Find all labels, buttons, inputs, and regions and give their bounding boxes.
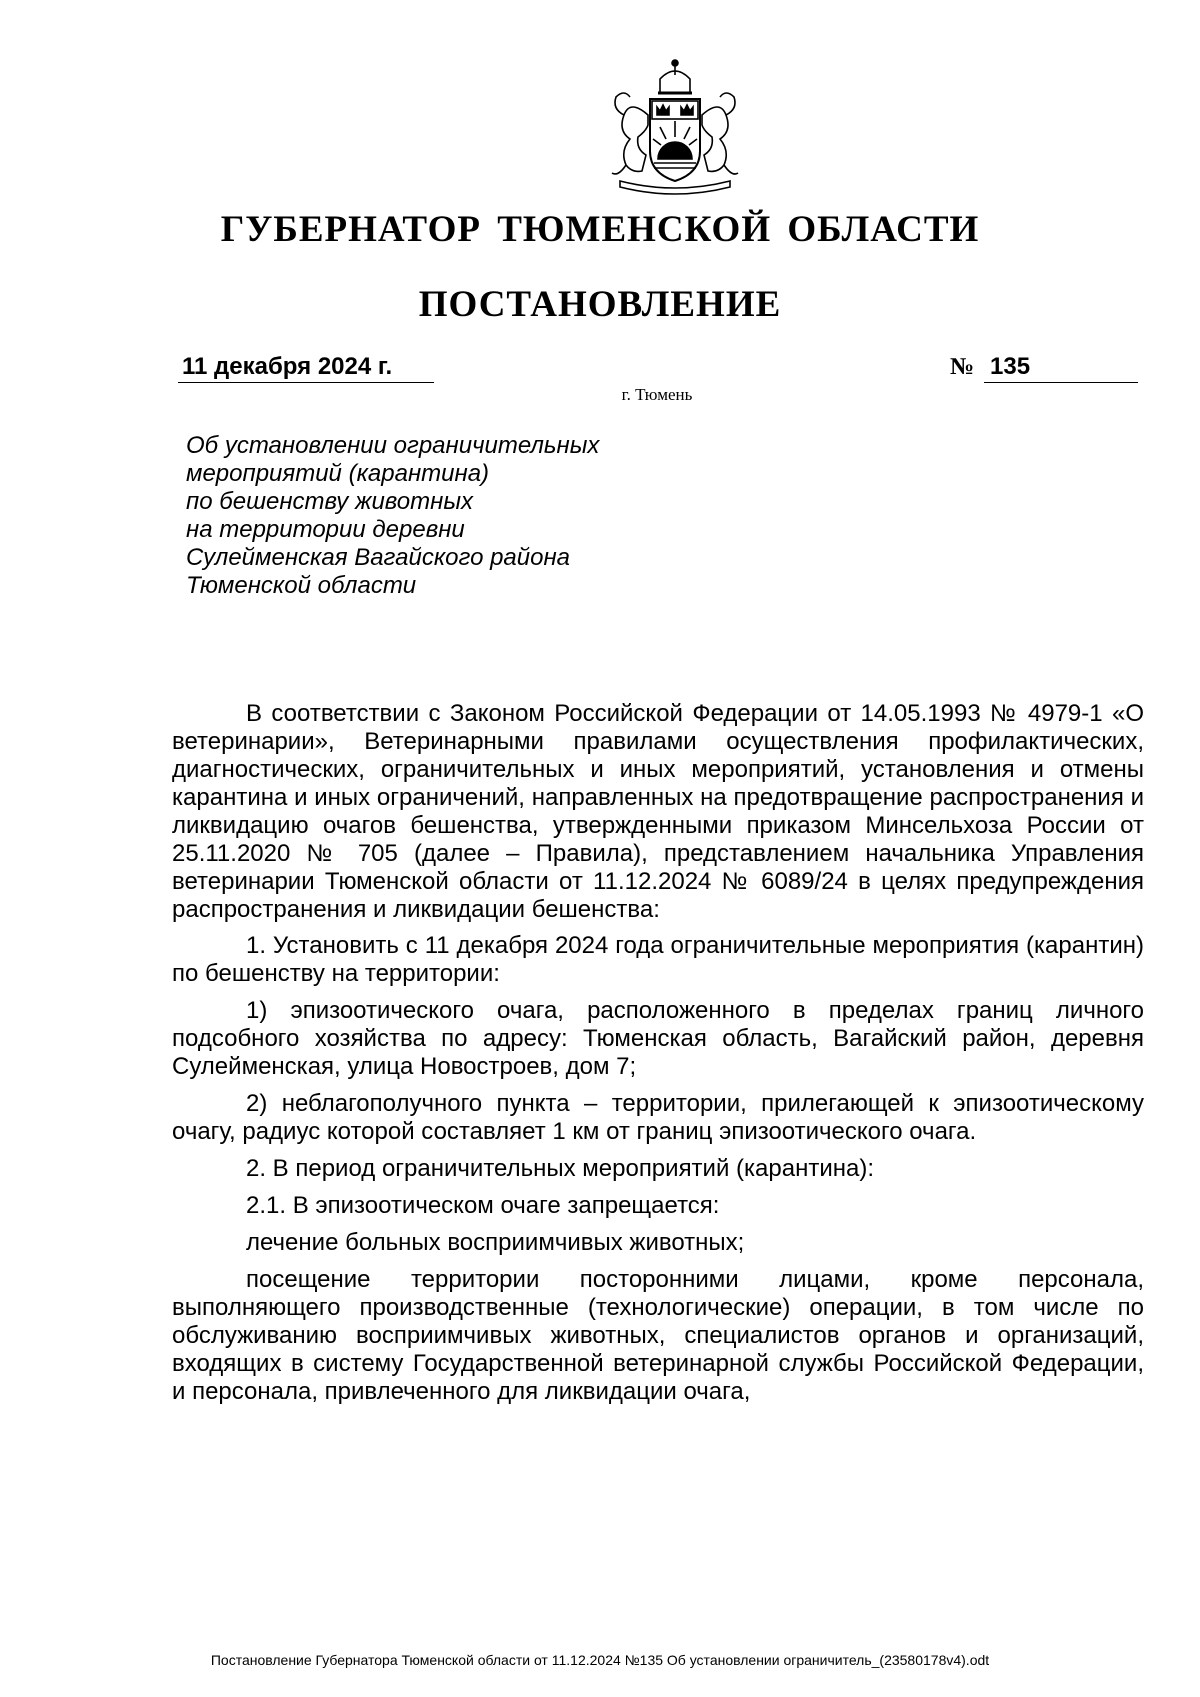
title-line: Сулейменская Вагайского района — [186, 544, 571, 571]
document-number: 135 — [984, 352, 1138, 383]
title-line: мероприятий (карантина) — [186, 460, 490, 487]
document-body — [172, 700, 1144, 1415]
prohibition-item: посещение территории посторонними лицами, кроме персонала, выполняющего производственные (технологические) операции, в том числе по обслуживанию восприимчивых животных, специалистов органов и организаций, входящих в систему Государственной ветеринарной службы Российской Федерации, и персонала, привлеченного для ликвидации очага, — [172, 1266, 1144, 1405]
clause-1: 1. Установить с 11 декабря 2024 года ограничительные мероприятия (карантин) по бешенству на территории: — [172, 932, 1144, 987]
clause-1-2: 2) неблагополучного пункта – территории, прилегающей к эпизоотическому очагу, радиус которой составляет 1 км от границ эпизоотического очага. — [172, 1090, 1144, 1145]
document-type: ПОСТАНОВЛЕНИЕ — [418, 284, 782, 325]
title-line: на территории деревни — [186, 516, 465, 543]
file-footer: Постановление Губернатора Тюменской области от 11.12.2024 №135 Об установлении ограничитель_(23580178v4).odt — [210, 1652, 990, 1668]
issuing-authority: ГУБЕРНАТОР ТЮМЕНСКОЙ ОБЛАСТИ — [220, 209, 980, 250]
clause-2-1: 2.1. В эпизоотическом очаге запрещается: — [246, 1192, 720, 1219]
title-line: Об установлении ограничительных — [186, 432, 600, 459]
title-line: Тюменской области — [186, 572, 417, 599]
document-city: г. Тюмень — [621, 385, 693, 404]
number-sign: № — [950, 354, 975, 380]
document-title — [186, 432, 786, 600]
preamble-paragraph: В соответствии с Законом Российской Федерации от 14.05.1993 № 4979-1 «О ветеринарии», Ветеринарными правилами осуществления профилактических, диагностических, ограничительных и иных мероприятий, установления и отмены карантина и иных ограничений, направленных на предотвращение распространения и ликвидацию очагов бешенства, утвержденными приказом Минсельхоза России от 25.11.2020 № 705 (далее – Правила), представлением начальника Управления ветеринарии Тюменской области от 11.12.2024 № 6089/24 в целях предупреждения распространения и ликвидации бешенства: — [172, 700, 1144, 923]
prohibition-item: лечение больных восприимчивых животных; — [246, 1229, 745, 1256]
title-line: по бешенству животных — [186, 488, 474, 515]
clause-1-1: 1) эпизоотического очага, расположенного в пределах границ личного подсобного хозяйства по адресу: Тюменская область, Вагайский район, деревня Сулейменская, улица Новостроев, дом 7; — [172, 997, 1144, 1080]
coat-of-arms-icon — [590, 55, 760, 195]
document-date: 11 декабря 2024 г. — [178, 352, 434, 383]
clause-2: 2. В период ограничительных мероприятий (карантина): — [246, 1155, 875, 1182]
